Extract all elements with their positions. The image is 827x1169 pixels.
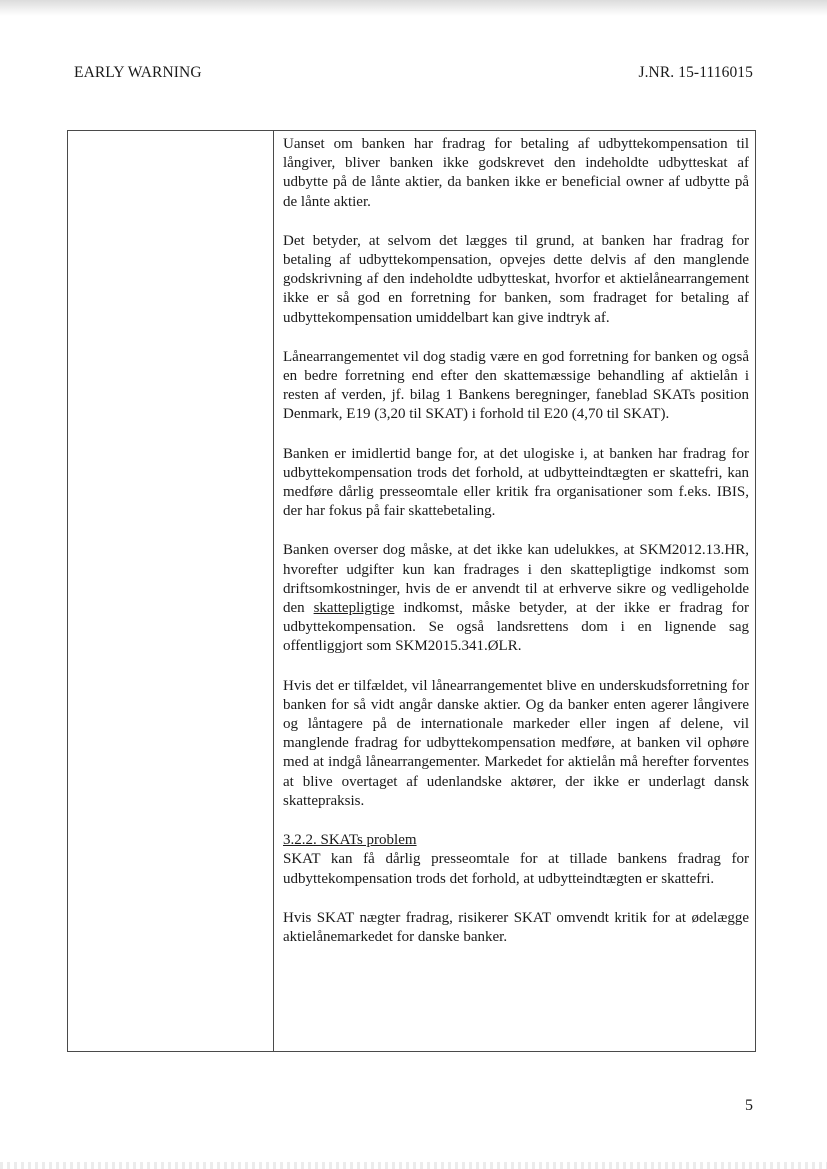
section-heading: 3.2.2. SKATs problem xyxy=(283,832,417,849)
header-title: EARLY WARNING xyxy=(74,64,202,81)
section-text: SKAT kan få dårlig presseomtale for at tillade bankens fradrag for udbyttekompensation trods det forhold, at udbytteindtægten er skattefri. xyxy=(283,851,749,887)
right-cell xyxy=(274,131,756,1052)
journal-number: J.NR. 15-1116015 xyxy=(638,64,753,81)
underlined-term: skattepligtige xyxy=(313,600,395,617)
paragraph-5-end: indkomst, måske betyder, at der ikke er fradrag for udbyttekompensation. Se også landsrettens dom i en lignende sag offentliggjort som SKM2015.341.ØLR. xyxy=(283,600,749,655)
paragraph-4: Banken er imidlertid bange for, at det ulogiske i, at banken har fradrag for udbyttekompensation trods det forhold, at udbytteindtægten er skattefri, kan medføre dårlig presseomtale eller kritik fra organisationer som f.eks. IBIS, der har fokus på fair skattebetaling. xyxy=(283,445,749,520)
scan-edge-bottom xyxy=(0,1162,827,1169)
cell-body xyxy=(274,131,755,950)
paragraph-1: Uanset om banken har fradrag for betaling af udbyttekompensation til långiver, bliver banken ikke godskrevet den indeholdte udbytteskat af udbytte på de lånte aktier, da banken ikke er beneficial owner af udbytte på de lånte aktier. xyxy=(283,136,749,210)
paragraph-5 xyxy=(283,541,749,656)
content-table xyxy=(67,130,756,1052)
paragraph-6: Hvis det er tilfældet, vil lånearrangementet blive en underskudsforretning for banken for så vidt angår danske aktier. Og da banker enten agerer långivere og låntagere på de internationale markeder eller ingen af delene, vil manglende fradrag for udbyttekompensation medføre, at banken vil ophøre med at indgå lånearrangementer. Markedet for aktielån må herefter forventes at blive overtaget af udenlandske aktører, der ikke er underlagt dansk skattepraksis. xyxy=(283,677,749,809)
left-cell xyxy=(68,131,274,1052)
table-row xyxy=(68,131,756,1052)
section-block xyxy=(283,831,749,889)
scan-edge-top xyxy=(0,0,827,16)
paragraph-3: Lånearrangementet vil dog stadig være en god forretning for banken og også en bedre forretning end efter den skattemæssige behandling af aktielån i resten af verden, jf. bilag 1 Bankens beregninger, faneblad SKATs position Denmark, E19 (3,20 til SKAT) i forhold til E20 (4,70 til SKAT). xyxy=(283,348,749,423)
paragraph-5-start: Banken overser dog måske, at det ikke kan udelukkes, at SKM2012.13.HR, hvorefter udgifter kun kan fradrages i den skattepligtige indkomst som driftsomkostninger, hvis de er anvendt til at erhverve sikre og vedligeholde den xyxy=(283,542,749,617)
page-number: 5 xyxy=(745,1097,753,1114)
paragraph-8: Hvis SKAT nægter fradrag, risikerer SKAT omvendt kritik for at ødelægge aktielånemarkedet for danske banker. xyxy=(283,909,749,945)
paragraph-2: Det betyder, at selvom det lægges til grund, at banken har fradrag for betaling af udbyttekompensation, opvejes dette delvis af den manglende godskrivning af den indeholdte udbytteskat, hvorfor et aktielånearrangement ikke er så god en forretning for banken, som fradraget for betaling af udbyttekompensation umiddelbart kan give indtryk af. xyxy=(283,232,749,326)
